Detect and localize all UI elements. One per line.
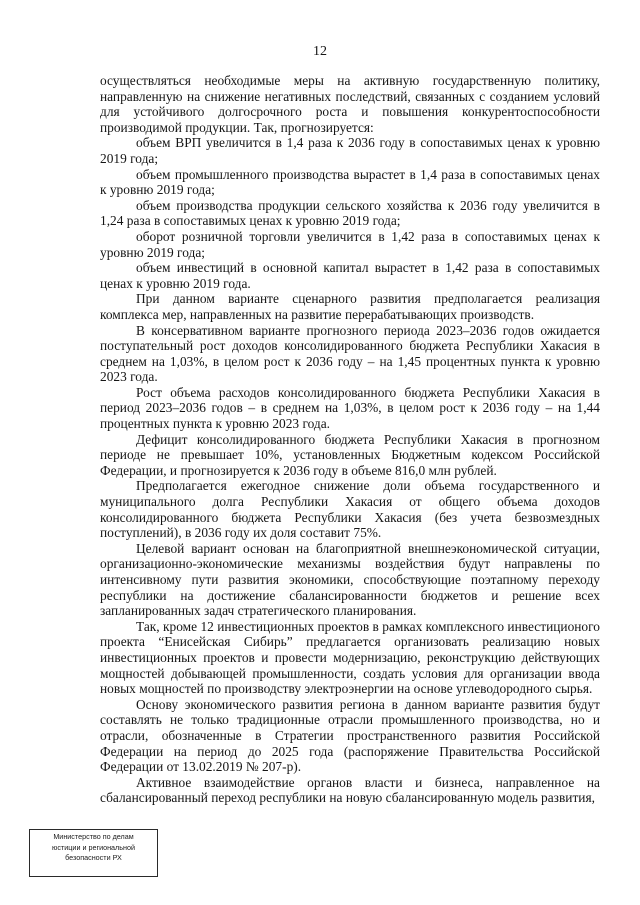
paragraph-grp-forecast: объем ВРП увеличится в 1,4 раза к 2036 году в сопоставимых ценах к уровню 2019 года; xyxy=(100,135,600,166)
stamp-line-3: безопасности РХ xyxy=(65,853,122,862)
paragraph-debt: Предполагается ежегодное снижение доли объема государственного и муниципального долга Республики Хакасия от общего объема доходов консолидированного бюджета Республики Хакасия (без учета безвозмездных поступлений), в 2036 году их доля составит 75%. xyxy=(100,478,600,541)
page-number: 12 xyxy=(313,44,327,59)
paragraph-deficit: Дефицит консолидированного бюджета Республики Хакасия в прогнозном периоде не превышает 10%, установленных Бюджетным кодексом Российской Федерации, и прогнозируется к 2036 году в объеме 816,0 млн рублей. xyxy=(100,431,600,478)
ministry-stamp xyxy=(29,829,158,877)
paragraph-investment-forecast: объем инвестиций в основной капитал вырастет в 1,42 раза в сопоставимых ценах к уровню 2019 года. xyxy=(100,260,600,291)
paragraph-investment-projects: Так, кроме 12 инвестиционных проектов в рамках комплексного инвестиционого проекта “Енисейская Сибирь” предлагается организовать реализацию новых инвестиционных проектов и провести модернизацию, реконструкцию действующих мощностей добывающей промышленности, создать условия для организации ввода новых мощностей по производству электроэнергии на основе углеводородного сырья. xyxy=(100,618,600,697)
paragraph-processing: При данном варианте сценарного развития предполагается реализация комплекса мер, направленных на развитие перерабатывающих производств. xyxy=(100,291,600,322)
paragraph-industry-forecast: объем промышленного производства вырастет в 1,4 раза в сопоставимых ценах к уровню 2019 года; xyxy=(100,166,600,198)
stamp-line-2: юстиции и региональной xyxy=(52,842,135,852)
paragraph-target-variant: Целевой вариант основан на благоприятной внешнеэкономической ситуации, организационно-экономические механизмы воздействия будут направлены по интенсивному пути развития экономики, способствующие поэтапному переходу республики на достижение сбалансированности бюджетов и решение всех запланированных задач стратегического планирования. xyxy=(100,540,600,619)
paragraph-expenditure: Рост объема расходов консолидированного бюджета Республики Хакасия в период 2023–2036 годов – в среднем на 1,03%, в целом рост к 2036 году – на 1,44 процентных пункта к уровню 2023 года. xyxy=(100,384,600,432)
paragraph-cooperation: Активное взаимодействие органов власти и бизнеса, направленное на сбалансированный переход республики на новую сбалансированную модель развития, xyxy=(100,774,600,806)
document-body xyxy=(100,73,600,806)
paragraph-economic-base: Основу экономического развития региона в данном варианте развития будут составлять не только традиционные отрасли промышленного производства, но и отрасли, обозначенные в Стратегии пространственного развития Российской Федерации на период до 2025 года (распоряжение Правительства Российской Федерации от 13.02.2019 № 207-р). xyxy=(100,696,600,775)
stamp-line-1: Министерство по делам xyxy=(53,832,134,841)
paragraph-intro: осуществляться необходимые меры на активную государственную политику, направленную на снижение негативных последствий, связанных с созданием условий для устойчивого долгосрочного роста и повышения конкурентоспособности производимой продукции. Так, прогнозируется: xyxy=(100,73,600,135)
paragraph-agriculture-forecast: объем производства продукции сельского хозяйства к 2036 году увеличится в 1,24 раза в сопоставимых ценах к уровню 2019 года; xyxy=(100,197,600,229)
paragraph-conservative-revenue: В консервативном варианте прогнозного периода 2023–2036 годов ожидается поступательный рост доходов консолидированного бюджета Республики Хакасия в среднем на 1,03%, в целом рост к 2036 году – на 1,45 процентных пункта к уровню 2023 года. xyxy=(100,322,600,385)
paragraph-retail-forecast: оборот розничной торговли увеличится в 1,42 раза в сопоставимых ценах к уровню 2019 года; xyxy=(100,228,600,260)
